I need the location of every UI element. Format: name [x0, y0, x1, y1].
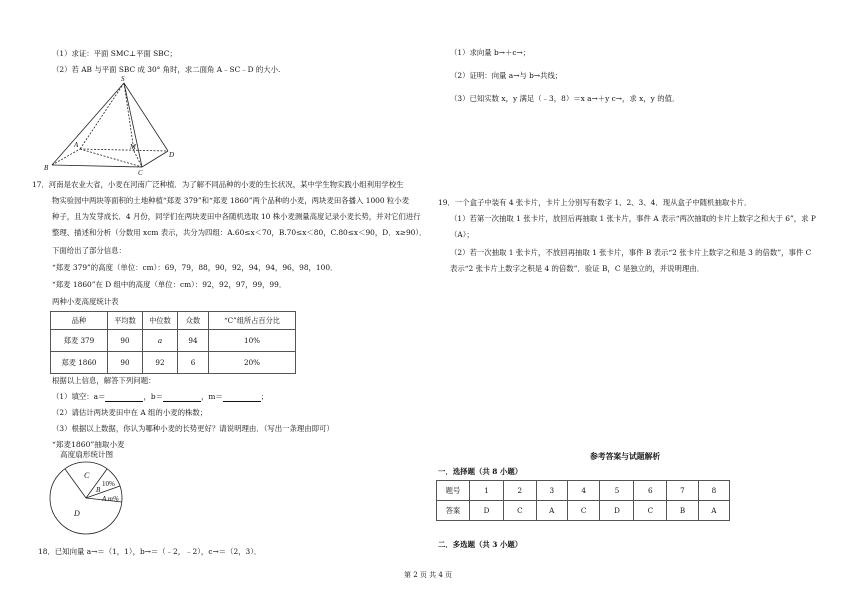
answer-cell: 5	[600, 481, 634, 501]
q17-sub1-b-label: ，b＝	[143, 392, 163, 401]
table-cell: 20%	[209, 352, 296, 374]
table-row	[51, 330, 296, 352]
pie-label-A: A m%	[102, 495, 119, 503]
table-header-cell: 品种	[51, 312, 108, 330]
label-M: M	[130, 143, 136, 151]
blank-a	[105, 393, 143, 402]
q17-sub1	[52, 392, 268, 402]
table-header-cell: 中位数	[143, 312, 178, 330]
label-A: A	[74, 141, 79, 149]
table-cell: a	[143, 330, 178, 352]
table-cell: 94	[178, 330, 209, 352]
label-S: S	[121, 75, 125, 83]
table-cell: 郑麦 379	[51, 330, 108, 352]
q16-part1: （1）求证：平面 SMC⊥平面 SBC；	[52, 49, 177, 58]
answer-cell: D	[470, 501, 504, 521]
pie-title-1: “郑麦1860”抽取小麦	[52, 440, 125, 449]
q18-part3: （3）已知实数 x，y 满足（﹣3，8）＝x a→＋y c→，求 x，y 的值．	[450, 94, 680, 103]
label-B: B	[44, 164, 49, 172]
answer-cell: 6	[634, 481, 667, 501]
q19-line-2: （1）若第一次抽取 1 张卡片，放回后再抽取 1 张卡片，事件 A 表示“两次抽取的卡片上数字之和大于 6”，求 P	[450, 214, 816, 223]
table-cell: 90	[108, 330, 143, 352]
q17-prompt: 根据以上信息，解答下列问题：	[52, 376, 156, 385]
q17-info: 下面给出了部分信息：	[52, 246, 126, 255]
table-row	[51, 352, 296, 374]
stats-table	[50, 311, 296, 374]
q18-part2: （2）证明：向量 a→与 b→共线；	[450, 71, 563, 80]
table-cell: 90	[108, 352, 143, 374]
answer-cell: C	[567, 501, 600, 521]
pyramid-figure	[40, 75, 190, 175]
answer-row-numbers	[437, 481, 730, 501]
q18-part1: （1）求向量 b→＋c→；	[450, 48, 531, 57]
answer-cell: 3	[536, 481, 567, 501]
section-1-title: 一．选择题（共 8 小题）	[438, 467, 523, 476]
section-2-title: 二．多选题（共 3 小题）	[438, 540, 523, 549]
label-D: D	[169, 151, 175, 159]
blank-m	[223, 393, 261, 402]
answer-cell: 1	[470, 481, 504, 501]
answer-title: 参考答案与试题解析	[590, 452, 661, 461]
q19-line-5: 表示“2 张卡片上数字之积是 4 的倍数”．验证 B，C 是独立的，并说明理由．	[450, 264, 705, 273]
pie-label-B-pct: 10%	[102, 480, 115, 488]
q18-stem: 18．已知向量 a→＝（1，1），b→＝（﹣2，﹣2），c→＝（2，3）．	[38, 547, 262, 556]
q17-sub1-m-label: ，m＝	[200, 392, 223, 401]
answer-table	[436, 480, 730, 521]
q17-sub1-a-label: （1）填空：a＝	[52, 392, 106, 401]
table-header-cell: 众数	[178, 312, 209, 330]
answer-cell: 7	[667, 481, 699, 501]
answer-cell: 8	[698, 481, 729, 501]
pie-label-D: D	[74, 509, 80, 518]
q17-data-379: “郑麦 379”的高度（单位：cm）：69，79，88，90，92，94，94，96，98，100．	[52, 263, 338, 272]
answer-cell: D	[600, 501, 634, 521]
q17-line-3: 种子，且为发芽成长．4 月份，同学们在两块麦田中各随机选取 10 株小麦测量高度记录小麦长势，并对它们进行	[52, 212, 421, 221]
pie-label-C: C	[84, 471, 90, 480]
answer-cell: 题号	[437, 481, 470, 501]
q19-line-3: （A）；	[450, 230, 474, 239]
q17-line-2: 物实验园中两块等面积的土地种植“郑麦 379”和“郑麦 1860”两个品种的小麦，两块麦田各播入 1000 粒小麦	[52, 196, 410, 205]
label-C: C	[138, 169, 143, 175]
q17-data-1860: “郑麦 1860”在 D 组中的高度（单位：cm）：92，92，97，99，99．	[52, 280, 287, 289]
pie-chart	[44, 458, 130, 538]
q19-line-1: 19．一个盒子中装有 4 张卡片，卡片上分别写有数字 1、2、3、4．现从盒子中随机抽取卡片．	[438, 198, 752, 207]
q17-sub3: （3）根据以上数据，你认为哪种小麦的长势更好？请说明理由．（写出一条理由即可）	[52, 424, 334, 433]
answer-cell: 2	[504, 481, 537, 501]
table-header-cell: 平均数	[108, 312, 143, 330]
table-cell: 郑麦 1860	[51, 352, 108, 374]
table-cell: 10%	[209, 330, 296, 352]
q17-line-4: 整理、描述和分析（分数用 xcm 表示，共分为四组：A.60≤x＜70，B.70≤x＜80，C.80≤x＜90，D．x≥90）．	[52, 228, 427, 237]
pie-title-2: 高度扇形统计图	[60, 450, 114, 459]
table-cell: 6	[178, 352, 209, 374]
q19-line-4: （2）若一次抽取 1 张卡片，不放回再抽取 1 张卡片，事件 B 表示“2 张卡片上数字之和是 3 的倍数”，事件 C	[450, 248, 812, 257]
page-footer: 第 2 页 共 4 页	[404, 571, 453, 579]
answer-row-answers	[437, 501, 730, 521]
table-title: 两种小麦高度统计表	[52, 297, 119, 306]
blank-b	[163, 393, 201, 402]
answer-cell: C	[504, 501, 537, 521]
answer-cell: C	[634, 501, 667, 521]
q17-sub1-end: ；	[260, 392, 269, 401]
answer-cell: A	[536, 501, 567, 521]
pie-label-B: B	[96, 486, 101, 494]
answer-cell: 答案	[437, 501, 470, 521]
answer-cell: A	[698, 501, 729, 521]
table-header-row	[51, 312, 296, 330]
table-header-cell: “C”组所占百分比	[209, 312, 296, 330]
answer-cell: 4	[567, 481, 600, 501]
answer-cell: B	[667, 501, 699, 521]
q17-line-1: 17．河南是农业大省，小麦在河南广泛种植．为了解不同品种的小麦的生长状况，某中学生物实践小组利用学校生	[32, 180, 404, 189]
q17-sub2: （2）请估计两块麦田中在 A 组的小麦的株数；	[52, 408, 208, 417]
q16-part2: （2）若 AB 与平面 SBC 成 30° 角时，求二面角 A﹣SC﹣D 的大小.	[52, 65, 281, 74]
table-cell: 92	[143, 352, 178, 374]
